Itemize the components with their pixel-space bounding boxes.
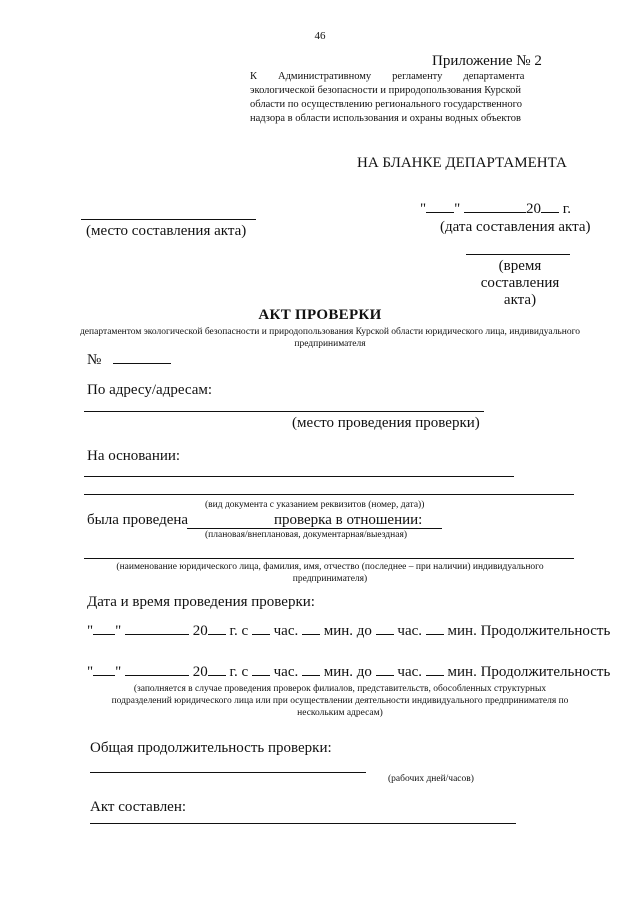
dt-quote: " — [87, 664, 94, 680]
dt-min-do: мин. до — [323, 664, 372, 680]
appendix-title: Приложение № 2 — [432, 53, 542, 69]
dt-hour: час. — [397, 664, 423, 680]
dt-year: 20 — [192, 664, 208, 680]
place-caption: (место составления акта) — [86, 223, 247, 239]
place-line — [81, 219, 256, 220]
dt-min-dur: мин. Продолжительность — [447, 664, 611, 680]
datetime-row-1 — [87, 623, 610, 640]
datetime-label: Дата и время проведения проверки: — [87, 594, 315, 610]
dt-quote: " — [115, 623, 122, 639]
dt-hour: час. — [273, 623, 299, 639]
total-duration-caption: (рабочих дней/часов) — [388, 774, 474, 784]
datetime-caption: (заполняется в случае проведения проверок филиалов, представительств, обособленных структурных подразделений юридического лица или при осуществлении деятельности индивидуального предпринимателя по нескольким адресам) — [111, 684, 569, 718]
basis-label: На основании: — [87, 448, 181, 464]
page-number: 46 — [314, 30, 326, 42]
conducted-caption: (плановая/внеплановая, документарная/выездная) — [205, 530, 407, 540]
conducted-label: была проведена — [87, 512, 189, 528]
time-caption — [470, 258, 570, 309]
address-label: По адресу/адресам: — [87, 382, 213, 398]
compiled-label: Акт составлен: — [90, 799, 187, 815]
dt-quote: " — [115, 664, 122, 680]
dt-min-dur: мин. Продолжительность — [447, 623, 611, 639]
dt-hour: час. — [397, 623, 423, 639]
dt-hour: час. — [273, 664, 299, 680]
blank-header: НА БЛАНКЕ ДЕПАРТАМЕНТА — [357, 155, 567, 171]
appendix-line: надзора в области использования и охраны водных объектов — [250, 113, 521, 124]
date-year-suffix: г. — [562, 201, 571, 217]
number-row — [87, 352, 171, 369]
entity-caption: (наименование юридического лица, фамилия, имя, отчество (последнее – при наличии) индивидуального предпринимателя) — [116, 562, 544, 584]
time-caption-line: акта) — [503, 292, 537, 308]
total-duration-label: Общая продолжительность проверки: — [90, 740, 332, 756]
basis-line-2 — [84, 494, 574, 495]
appendix-body — [250, 70, 572, 126]
basis-caption: (вид документа с указанием реквизитов (номер, дата)) — [205, 500, 425, 510]
total-duration-line — [90, 772, 366, 773]
dt-quote: " — [87, 623, 94, 639]
time-caption-line: (время — [498, 258, 542, 274]
act-subtitle: департаментом экологической безопасности и природопользования Курской области юридического лица, индивидуального предпринимателя — [79, 327, 581, 349]
compiled-line — [90, 823, 516, 824]
dt-min-do: мин. до — [323, 623, 372, 639]
act-title: АКТ ПРОВЕРКИ — [258, 307, 382, 323]
entity-line — [84, 558, 574, 559]
date-quote-open: " — [420, 201, 427, 217]
appendix-line: области по осуществлению регионального государственного — [250, 99, 522, 110]
address-caption: (место проведения проверки) — [292, 415, 480, 431]
datetime-row-2 — [87, 664, 610, 681]
number-label: № — [87, 352, 102, 368]
appendix-line: экологической безопасности и природопользования Курской — [250, 85, 522, 96]
time-line — [466, 254, 570, 255]
address-line — [84, 411, 484, 412]
time-caption-line: составления — [480, 275, 560, 291]
appendix-line: К Административному регламенту департамента — [250, 71, 525, 82]
date-caption: (дата составления акта) — [440, 219, 591, 235]
date-quote-close: " — [454, 201, 461, 217]
conducted-mid: проверка в отношении: — [274, 512, 423, 528]
dt-g-s: г. с — [229, 664, 249, 680]
date-row — [420, 201, 571, 218]
basis-line-1 — [84, 476, 514, 477]
dt-g-s: г. с — [229, 623, 249, 639]
dt-year: 20 — [192, 623, 208, 639]
date-year-prefix: 20 — [526, 201, 541, 217]
